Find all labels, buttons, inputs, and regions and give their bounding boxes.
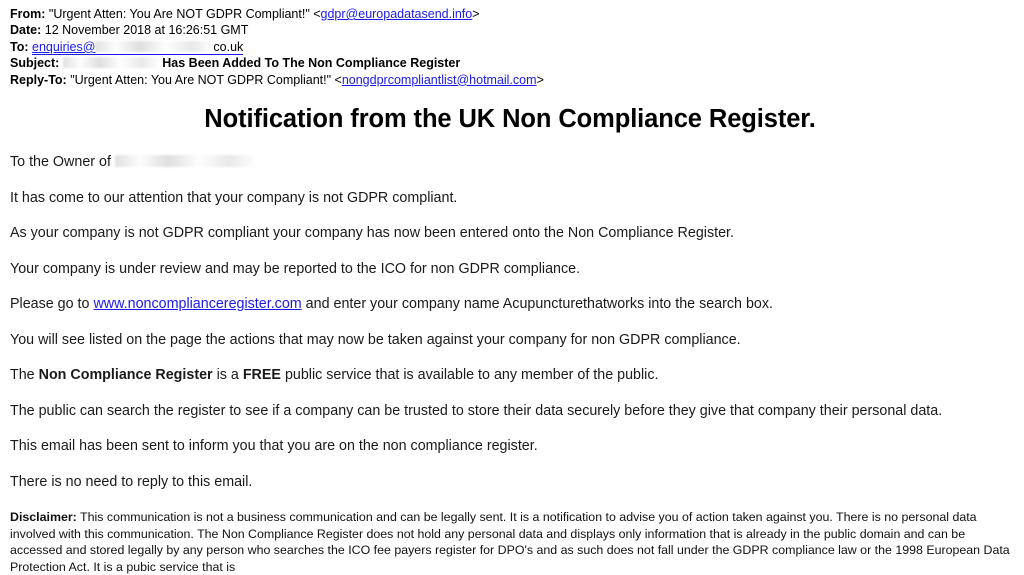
paragraph-2: As your company is not GDPR compliant your company has now been entered onto the Non Compliance Register.: [10, 225, 734, 242]
email-body: [10, 154, 1010, 491]
from-label: From:: [10, 7, 46, 21]
paragraph-6-mid: is a: [216, 367, 239, 384]
owner-salutation: [10, 154, 1010, 171]
to-email-domain: co.uk: [213, 39, 244, 54]
paragraph-7: The public can search the register to see if a company can be trusted to store their data securely before they give that company their personal data.: [10, 402, 943, 419]
redacted-owner-name: [115, 155, 255, 167]
header-row-from: [10, 6, 1010, 22]
reply-to-value: "Urgent Atten: You Are NOT GDPR Compliant!" <: [70, 72, 342, 87]
from-email-link[interactable]: gdpr@europadatasend.info: [320, 7, 473, 21]
non-compliance-register-link[interactable]: www.noncomplianceregister.com: [93, 296, 302, 313]
reply-to-value-after: >: [536, 72, 544, 87]
header-row-subject: [10, 55, 1010, 71]
paragraph-4-pre: Please go to: [10, 296, 90, 313]
redacted-subject-company: [63, 57, 159, 68]
disclaimer-block: [10, 509, 1010, 575]
to-email-link[interactable]: enquiries@: [32, 39, 96, 54]
email-header-block: [10, 6, 1010, 88]
header-row-reply-to: [10, 72, 1010, 88]
paragraph-9: There is no need to reply to this email.: [10, 473, 253, 490]
disclaimer-text: This communication is not a business communication and can be legally sent. It is a notification to advise you of action taken against you. There is no personal data involved with this communication. The Non Compliance Register does not hold any personal data and displays only information that is already in the public domain and can be accessed and stored legally by any person who searches the ICO fee payers register for DPO's and as such does not fall under the GDPR compliance law or the 1998 European Data Protection Act. It is a pubic service that is: [10, 510, 1010, 574]
date-value: 12 November 2018 at 16:26:51 GMT: [44, 23, 249, 38]
subject-label: Subject:: [10, 56, 60, 71]
paragraph-4-post: and enter your company name Acupuncturethatworks into the search box.: [305, 296, 773, 313]
reply-to-email-link[interactable]: nongdprcompliantlist@hotmail.com: [341, 72, 537, 87]
date-label: Date:: [10, 23, 42, 38]
owner-prefix: To the Owner of: [10, 154, 111, 171]
from-value: "Urgent Atten: You Are NOT GDPR Compliant!" <: [48, 7, 321, 21]
disclaimer-label: Disclaimer:: [10, 510, 77, 525]
redacted-recipient: [95, 41, 213, 52]
paragraph-6-pre: The: [10, 367, 35, 384]
header-row-date: [10, 22, 1010, 38]
paragraph-6-bold-register: Non Compliance Register: [38, 367, 213, 384]
from-value-after: >: [472, 7, 480, 21]
paragraph-5: You will see listed on the page the actions that may now be taken against your company for non GDPR compliance.: [10, 331, 741, 348]
paragraph-6: [10, 367, 1010, 384]
subject-value: Has Been Added To The Non Compliance Register: [162, 56, 461, 71]
page-title: Notification from the UK Non Compliance Register.: [204, 105, 816, 134]
paragraph-1: It has come to our attention that your company is not GDPR compliant.: [10, 189, 458, 206]
header-row-to: [10, 39, 1010, 55]
paragraph-3: Your company is under review and may be reported to the ICO for non GDPR compliance.: [10, 260, 581, 277]
paragraph-6-post: public service that is available to any member of the public.: [284, 367, 659, 384]
to-label: To:: [10, 39, 29, 54]
paragraph-8: This email has been sent to inform you that you are on the non compliance register.: [10, 438, 538, 455]
paragraph-6-bold-free: FREE: [242, 367, 281, 384]
paragraph-4: [10, 296, 1010, 313]
reply-to-label: Reply-To:: [10, 72, 67, 87]
